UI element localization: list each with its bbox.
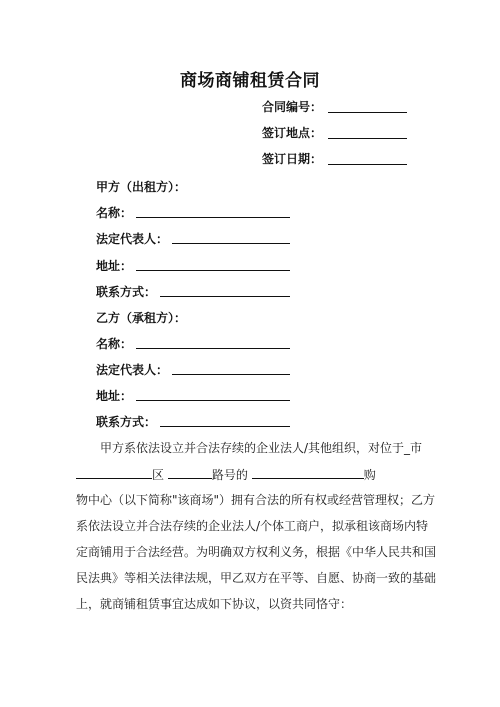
- body-line-4: 系依法设立并合法存续的企业法人/个体工商户，拟承租该商场内特: [76, 519, 429, 533]
- district-blank[interactable]: [76, 464, 152, 479]
- sign-date-label: 签订日期：: [262, 152, 323, 166]
- body-line-3: 物中心（以下简称"该商场"）拥有合法的所有权或经营管理权；乙方: [76, 493, 436, 507]
- mall-suffix: 购: [363, 468, 376, 482]
- mall-name-blank[interactable]: [252, 464, 364, 479]
- party-a-heading: 甲方（出租方）：: [96, 180, 187, 194]
- party-b-rep-label: 法定代表人：: [96, 363, 169, 377]
- party-a-name-label: 名称：: [96, 206, 133, 220]
- body-line-2: [76, 464, 376, 484]
- document-title: 商场商铺租赁合同: [180, 71, 320, 91]
- party-b-contact-blank[interactable]: [160, 426, 290, 427]
- party-b-name-blank[interactable]: [136, 348, 290, 349]
- party-b-rep-blank[interactable]: [172, 374, 290, 375]
- body-line-1: 甲方系依法设立并合法存续的企业法人/其他组织，对位于_市: [100, 441, 423, 455]
- sign-place-label: 签订地点：: [262, 126, 323, 140]
- party-b-heading: 乙方（承租方）：: [96, 311, 187, 325]
- party-b-name-label: 名称：: [96, 337, 133, 351]
- contract-number-blank[interactable]: [328, 112, 407, 113]
- contract-number-label: 合同编号：: [262, 100, 323, 114]
- body-line-6: 民法典》等相关法律法规，甲乙双方在平等、自愿、协商一致的基础: [76, 571, 437, 585]
- party-a-rep-blank[interactable]: [172, 243, 290, 244]
- district-label: 区: [152, 468, 165, 482]
- party-b-contact-label: 联系方式：: [96, 415, 157, 429]
- body-line-5: 定商铺用于合法经营。为明确双方权利义务，根据《中华人民共和国: [76, 545, 437, 559]
- party-b-address-blank[interactable]: [136, 400, 290, 401]
- party-a-address-blank[interactable]: [136, 270, 290, 271]
- road-label: 路号的: [211, 468, 248, 482]
- sign-date-blank[interactable]: [328, 164, 407, 165]
- body-line-7: 上，就商铺租赁事宜达成如下协议，以资共同恪守：: [76, 597, 353, 611]
- party-a-name-blank[interactable]: [136, 217, 290, 218]
- party-a-rep-label: 法定代表人：: [96, 232, 169, 246]
- party-a-address-label: 地址：: [96, 259, 133, 273]
- party-b-address-label: 地址：: [96, 389, 133, 403]
- sign-place-blank[interactable]: [328, 138, 407, 139]
- road-blank[interactable]: [168, 464, 212, 479]
- party-a-contact-blank[interactable]: [160, 296, 290, 297]
- party-a-contact-label: 联系方式：: [96, 285, 157, 299]
